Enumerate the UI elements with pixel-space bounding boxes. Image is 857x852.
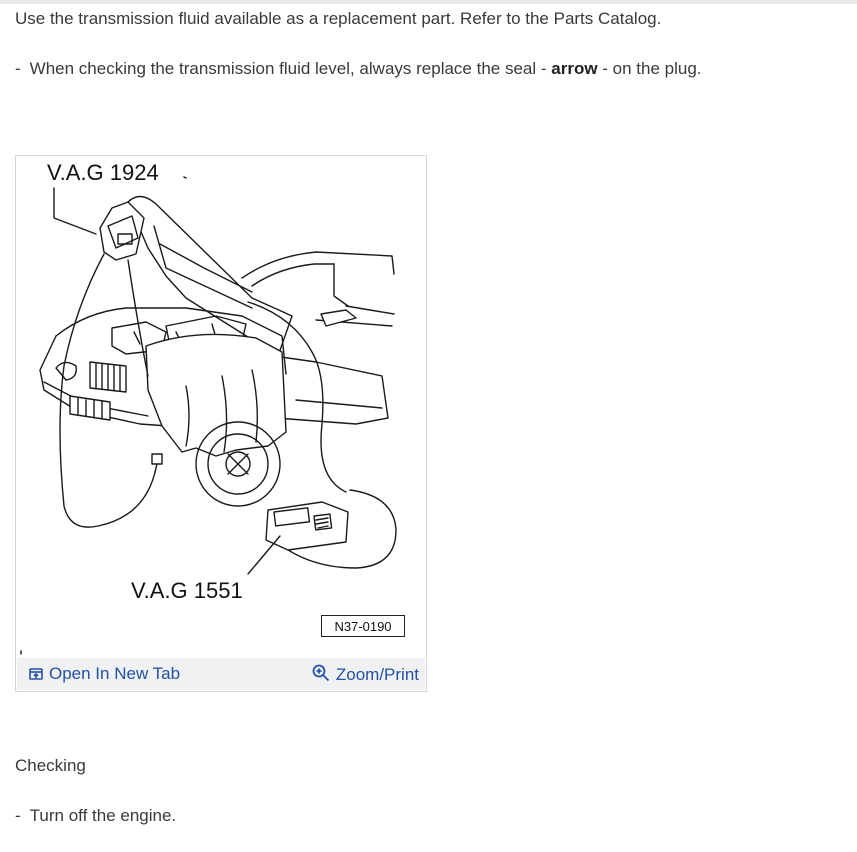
- figure-action-bar: [17, 658, 425, 690]
- figure-code: N37-0190: [321, 615, 405, 637]
- seal-text-before: When checking the transmission fluid level, always replace the seal -: [29, 59, 552, 78]
- zoom-print-link[interactable]: [312, 664, 419, 685]
- label-vag-1551: V.A.G 1551: [131, 578, 243, 603]
- zoom-icon: [312, 664, 330, 682]
- seal-text-after: - on the plug.: [597, 59, 702, 78]
- bullet-dash: -: [15, 806, 21, 825]
- section-heading-checking: Checking: [15, 756, 86, 775]
- figure-container: [15, 155, 427, 692]
- step-text: Turn off the engine.: [29, 806, 177, 825]
- paragraph-seal-instruction: [15, 59, 702, 79]
- open-in-new-tab-link[interactable]: [29, 664, 180, 684]
- paragraph-fluid-note: Use the transmission fluid available as a replacement part. Refer to the Parts Catalog.: [15, 9, 662, 28]
- open-tab-icon: [29, 667, 43, 681]
- step-turn-off-engine: [15, 806, 176, 826]
- top-divider: [0, 0, 857, 4]
- bullet-dash: -: [15, 59, 21, 78]
- label-vag-1924: V.A.G 1924: [47, 160, 159, 185]
- seal-text-bold: arrow: [551, 59, 598, 78]
- zoom-print-label: Zoom/Print: [335, 665, 419, 684]
- open-in-new-tab-label: Open In New Tab: [49, 664, 181, 683]
